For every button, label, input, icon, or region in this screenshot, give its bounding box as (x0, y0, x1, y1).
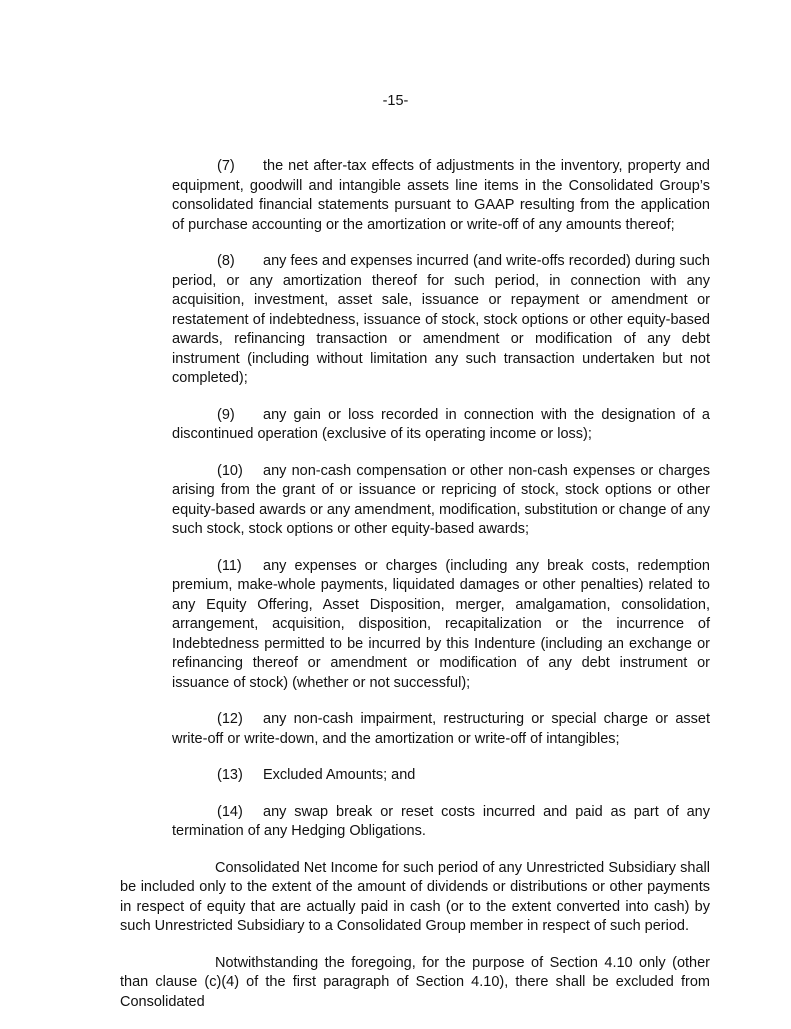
clause-text: any swap break or reset costs incurred and paid as part of any termination of any Hedging Obligations. (172, 803, 710, 839)
clause-text: any non-cash compensation or other non-cash expenses or charges arising from the grant of or issuance or repricing of stock, stock options or other equity-based awards or any amendment, modification, substitution or change of any such stock, stock options or other equity-based awards; (172, 462, 710, 537)
clause-number: (14) (217, 803, 243, 820)
clause-11 (172, 557, 710, 694)
document-body (120, 157, 710, 1029)
clause-text: any fees and expenses incurred (and write-offs recorded) during such period, or any amortization thereof for such period, in connection with any acquisition, investment, asset sale, issuance or repayment or amendment or restatement of indebtedness, issuance of stock, stock options or other equity-based awards, refinancing transaction or amendment or modification of any debt instrument (including without limitation any such transaction undertaken but not completed); (172, 253, 710, 386)
clause-text: Excluded Amounts; and (263, 767, 416, 783)
clause-13 (172, 766, 710, 786)
clause-12 (172, 710, 710, 749)
clause-10 (172, 462, 710, 540)
clause-14 (172, 803, 710, 842)
clause-text: any expenses or charges (including any break costs, redemption premium, make-whole payments, liquidated damages or other penalties) related to any Equity Offering, Asset Disposition, merger, amalgamation, consolidation, arrangement, acquisition, disposition, recapitalization or the incurrence of Indebtedness permitted to be incurred by this Indenture (including an exchange or refinancing thereof or amendment or modification of any debt instrument or issuance of stock) (whether or not successful); (172, 557, 710, 691)
clause-number: (7) (217, 158, 235, 174)
clause-number: (8) (217, 253, 235, 269)
clause-number: (9) (217, 406, 235, 423)
clause-number: (13) (217, 767, 243, 783)
clause-text: any gain or loss recorded in connection with the designation of a discontinued operation (exclusive of its operating income or loss); (172, 406, 710, 442)
page-number: -15- (382, 93, 409, 109)
clause-number: (12) (217, 711, 243, 727)
clause-number: (10) (217, 462, 243, 479)
clause-7 (172, 157, 710, 235)
clause-number: (11) (217, 557, 242, 574)
paragraph-notwithstanding: Notwithstanding the foregoing, for the purpose of Section 4.10 only (other than clause (c)(4) of the first paragraph of Section 4.10), there shall be excluded from Consolidated (120, 954, 710, 1010)
clause-text: the net after-tax effects of adjustments in the inventory, property and equipment, goodwill and intangible assets line items in the Consolidated Group’s consolidated financial statements pursuant to GAAP resulting from the application of purchase accounting or the amortization or write-off of any amounts thereof; (172, 158, 710, 233)
clause-8 (172, 252, 710, 389)
clause-9 (172, 406, 710, 445)
clause-text: any non-cash impairment, restructuring or special charge or asset write-off or write-down, and the amortization or write-off of intangibles; (172, 711, 710, 747)
paragraph-unrestricted-subsidiary: Consolidated Net Income for such period of any Unrestricted Subsidiary shall be included only to the extent of the amount of dividends or distributions or other payments in respect of equity that are actually paid in cash (or to the extent converted into cash) by such Unrestricted Subsidiary to a Consolidated Group member in respect of such period. (120, 859, 710, 934)
